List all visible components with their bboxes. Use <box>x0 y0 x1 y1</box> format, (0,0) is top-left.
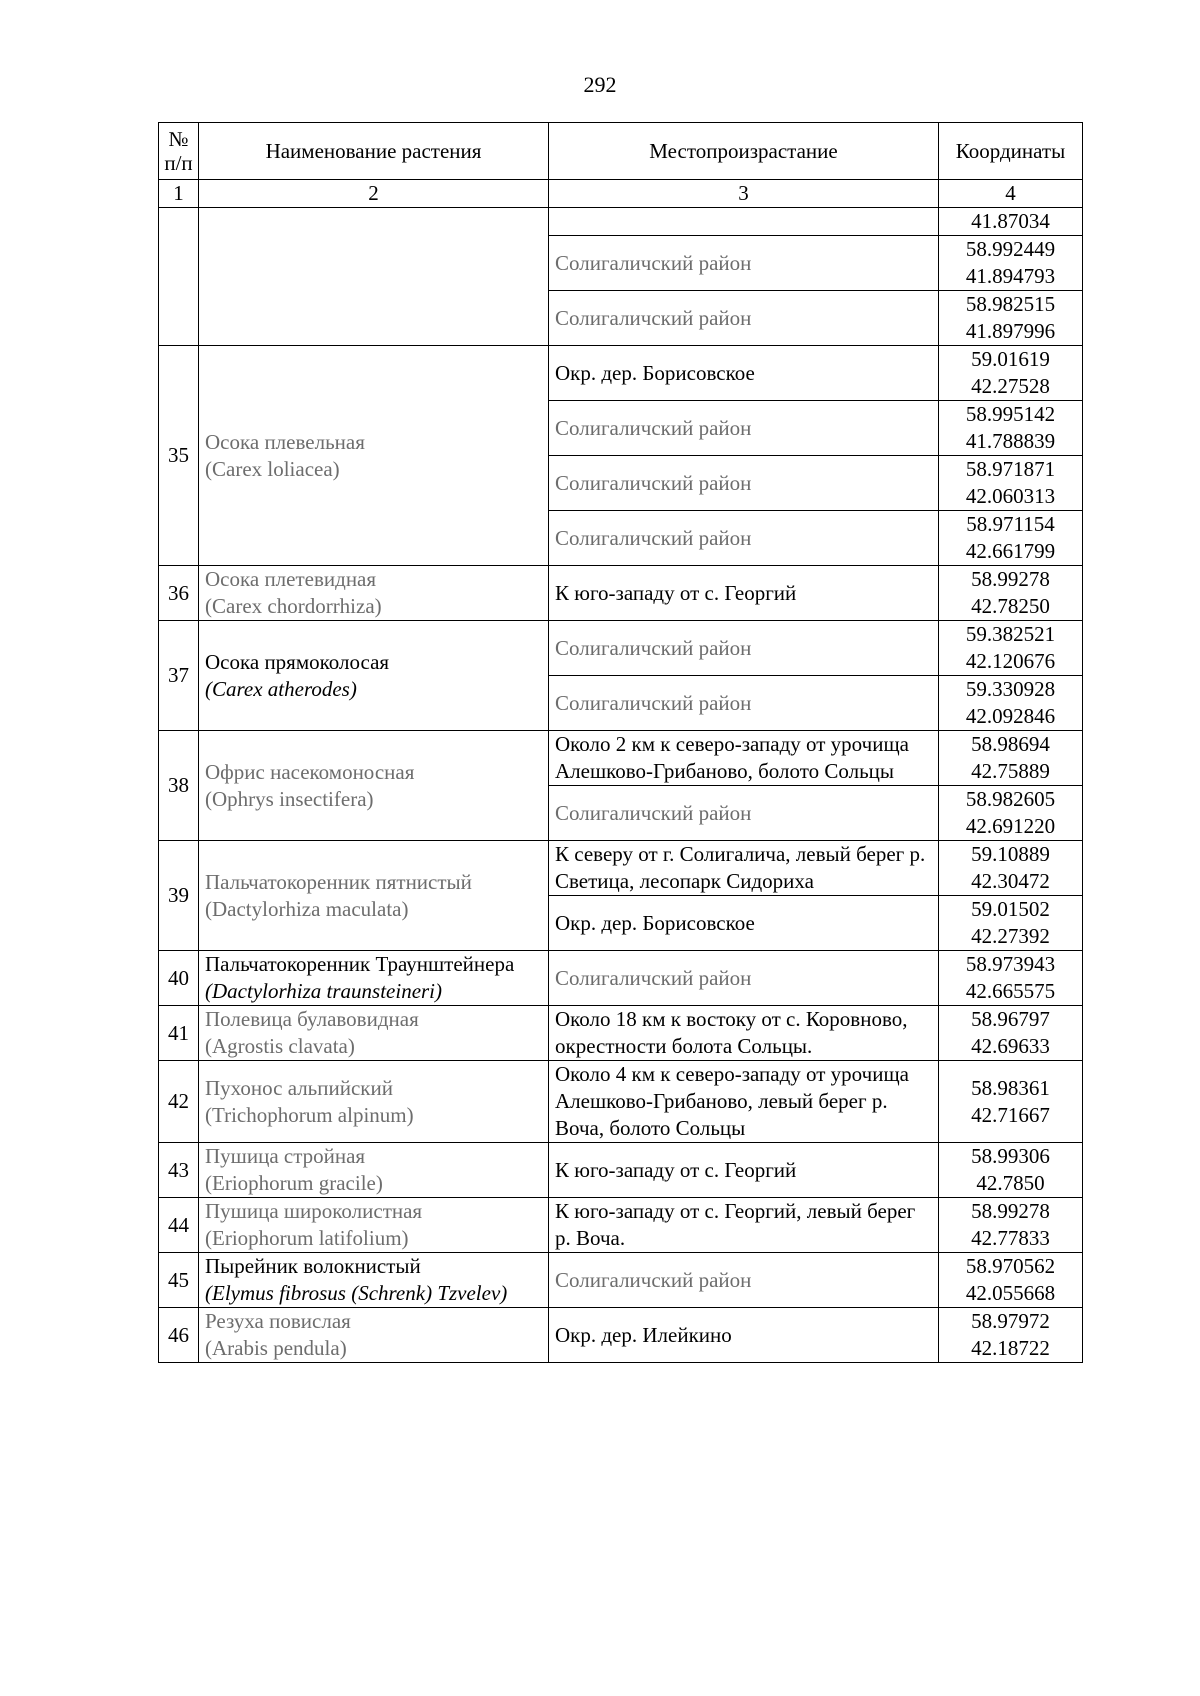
plant-name-ru: Пальчатокоренник Траунштейнера <box>205 952 515 976</box>
entry-number-cell: 46 <box>159 1308 199 1363</box>
location-cell: К юго-западу от с. Георгий <box>549 566 939 621</box>
plant-name-latin: (Carex loliacea) <box>205 456 340 481</box>
plant-name-cell <box>199 1061 549 1143</box>
plant-name-cell <box>199 1308 549 1363</box>
column-index: 1 <box>159 180 199 208</box>
coordinate-value: 59.330928 <box>965 677 1056 701</box>
location-cell: Солигаличский район <box>549 511 939 566</box>
column-index: 3 <box>549 180 939 208</box>
coordinate-value: 58.982515 <box>965 292 1056 316</box>
coordinate-value: 58.97972 <box>971 1309 1050 1333</box>
coordinate-value: 59.01619 <box>971 347 1050 371</box>
coordinate-value: 58.98694 <box>971 732 1050 756</box>
header-name: Наименование растения <box>199 123 549 180</box>
location-cell: Около 4 км к северо-западу от урочища Алешково-Грибаново, левый берег р. Вочa, болото Сольцы <box>549 1061 939 1143</box>
plant-name-latin: (Elymus fibrosus (Schrenk) Tzvelev) <box>205 1281 508 1305</box>
plant-name-cell <box>199 1006 549 1061</box>
coordinate-value: 59.382521 <box>965 622 1056 646</box>
coords-cell <box>939 1198 1083 1253</box>
coords-cell <box>939 676 1083 731</box>
table-row <box>159 1308 1083 1363</box>
plant-name-ru: Резуха повислая <box>205 1309 351 1333</box>
header-location: Местопроизрастание <box>549 123 939 180</box>
entry-number-cell: 44 <box>159 1198 199 1253</box>
table-row <box>159 1061 1083 1143</box>
coordinate-value: 59.10889 <box>971 842 1050 866</box>
coords-cell <box>939 1006 1083 1061</box>
entry-number-cell <box>159 208 199 346</box>
plant-name-ru: Пушица стройная <box>205 1144 366 1168</box>
coordinate-value: 42.055668 <box>965 1281 1056 1305</box>
entry-number-cell: 42 <box>159 1061 199 1143</box>
coords-cell <box>939 731 1083 786</box>
coords-cell <box>939 1143 1083 1198</box>
plant-name-cell <box>199 1143 549 1198</box>
coords-cell <box>939 401 1083 456</box>
coordinate-value: 42.092846 <box>965 704 1056 728</box>
plant-name-ru: Осока плетевидная <box>205 567 377 591</box>
coordinate-value: 58.971871 <box>965 457 1056 481</box>
plant-name-cell <box>199 841 549 951</box>
coords-cell <box>939 841 1083 896</box>
table-row <box>159 951 1083 1006</box>
coords-cell <box>939 896 1083 951</box>
plant-name-latin: (Dactylorhiza maculata) <box>205 896 409 921</box>
coordinate-value: 58.99278 <box>971 567 1050 591</box>
plant-name-ru: Полевица булавовидная <box>205 1007 419 1031</box>
location-cell: Около 2 км к северо-западу от урочища Алешково-Грибаново, болото Сольцы <box>549 731 939 786</box>
coords-cell <box>939 951 1083 1006</box>
page-number: 292 <box>583 72 617 97</box>
location-cell: Солигаличский район <box>549 676 939 731</box>
table-row <box>159 208 1083 236</box>
location-cell: К северу от г. Солигалича, левый берег р. Светица, лесопарк Сидориха <box>549 841 939 896</box>
coordinate-value: 41.788839 <box>965 429 1056 453</box>
coordinate-value: 58.970562 <box>965 1254 1056 1278</box>
plant-name-latin: (Arabis pendula) <box>205 1336 347 1360</box>
plant-name-ru: Офрис насекомоносная <box>205 759 415 784</box>
entry-number-cell: 36 <box>159 566 199 621</box>
location-cell: Солигаличский район <box>549 951 939 1006</box>
table-row <box>159 566 1083 621</box>
coords-cell <box>939 1061 1083 1143</box>
coordinate-value: 42.75889 <box>971 759 1050 783</box>
plant-name-cell <box>199 621 549 731</box>
coordinate-value: 58.971154 <box>966 512 1055 536</box>
plant-name-ru: Пушица широколистная <box>205 1199 423 1223</box>
column-index-row <box>159 180 1083 208</box>
plant-name-latin: (Ophrys insectifera) <box>205 786 374 811</box>
plant-name-ru: Осока прямоколосая <box>205 649 390 674</box>
plant-name-latin: (Carex atherodes) <box>205 676 357 701</box>
coordinate-value: 58.992449 <box>965 237 1056 261</box>
coordinate-value: 58.973943 <box>965 952 1056 976</box>
coords-cell <box>939 621 1083 676</box>
coords-cell <box>939 208 1083 236</box>
plant-name-ru: Пальчатокоренник пятнистый <box>205 869 472 894</box>
location-cell: Солигаличский район <box>549 621 939 676</box>
coords-cell <box>939 566 1083 621</box>
coords-cell <box>939 786 1083 841</box>
coordinate-value: 58.99306 <box>971 1144 1050 1168</box>
entry-number-cell: 41 <box>159 1006 199 1061</box>
plant-name-ru: Пухонос альпийский <box>205 1075 393 1100</box>
entry-number-cell: 38 <box>159 731 199 841</box>
coordinate-value: 42.27392 <box>971 924 1050 948</box>
coordinate-value: 58.98361 <box>971 1075 1050 1100</box>
coords-cell <box>939 456 1083 511</box>
table-row <box>159 1198 1083 1253</box>
location-cell: Солигаличский район <box>549 291 939 346</box>
location-cell <box>549 208 939 236</box>
location-cell: Солигаличский район <box>549 1253 939 1308</box>
plant-name-cell <box>199 566 549 621</box>
coordinate-value: 41.897996 <box>965 319 1056 343</box>
plant-name-ru: Осока плевельная <box>205 429 365 454</box>
plants-table <box>158 122 1083 1363</box>
coordinate-value: 42.665575 <box>965 979 1056 1003</box>
coords-cell <box>939 511 1083 566</box>
coordinate-value: 42.691220 <box>965 814 1056 838</box>
column-index: 4 <box>939 180 1083 208</box>
plant-name-cell <box>199 346 549 566</box>
plant-name-cell <box>199 731 549 841</box>
plant-name-latin: (Eriophorum latifolium) <box>205 1226 409 1250</box>
entry-number-cell: 39 <box>159 841 199 951</box>
location-cell: Окр. дер. Борисовское <box>549 346 939 401</box>
coordinate-value: 41.894793 <box>965 264 1056 288</box>
location-cell: Около 18 км к востоку от с. Коровново, окрестности болота Сольцы. <box>549 1006 939 1061</box>
location-cell: Солигаличский район <box>549 401 939 456</box>
entry-number-cell: 43 <box>159 1143 199 1198</box>
coordinate-value: 42.661799 <box>965 539 1056 563</box>
coordinate-value: 58.96797 <box>971 1007 1050 1031</box>
plant-name-latin: (Carex chordorrhiza) <box>205 594 382 618</box>
header-num: № п/п <box>159 123 199 180</box>
coords-cell <box>939 1253 1083 1308</box>
entry-number-cell: 37 <box>159 621 199 731</box>
entry-number-cell: 40 <box>159 951 199 1006</box>
location-cell: Окр. дер. Борисовское <box>549 896 939 951</box>
table-row <box>159 621 1083 676</box>
plant-name-cell <box>199 208 549 346</box>
plant-name-latin: (Eriophorum gracile) <box>205 1171 383 1195</box>
coordinate-value: 42.7850 <box>976 1171 1045 1195</box>
coords-cell <box>939 346 1083 401</box>
entry-number-cell: 35 <box>159 346 199 566</box>
table-row <box>159 731 1083 786</box>
coordinate-value: 42.060313 <box>965 484 1056 508</box>
coordinate-value: 59.01502 <box>971 897 1050 921</box>
plant-name-cell <box>199 1253 549 1308</box>
coordinate-value: 58.982605 <box>965 787 1056 811</box>
table-row <box>159 841 1083 896</box>
location-cell: Солигаличский район <box>549 786 939 841</box>
location-cell: Окр. дер. Илейкино <box>549 1308 939 1363</box>
coords-cell <box>939 236 1083 291</box>
plant-name-latin: (Agrostis clavata) <box>205 1034 355 1058</box>
coords-cell <box>939 291 1083 346</box>
location-cell: К юго-западу от с. Георгий <box>549 1143 939 1198</box>
location-cell: К юго-западу от с. Георгий, левый берег р. Воча. <box>549 1198 939 1253</box>
coordinate-value: 42.71667 <box>971 1102 1050 1127</box>
table-row <box>159 1006 1083 1061</box>
coordinate-value: 42.18722 <box>971 1336 1050 1360</box>
table-row <box>159 346 1083 401</box>
coordinate-value: 42.27528 <box>971 374 1050 398</box>
coordinate-value: 42.120676 <box>965 649 1056 673</box>
plant-name-cell <box>199 951 549 1006</box>
location-cell: Солигаличский район <box>549 236 939 291</box>
location-cell: Солигаличский район <box>549 456 939 511</box>
coords-cell <box>939 1308 1083 1363</box>
header-coords: Координаты <box>939 123 1083 180</box>
plant-name-latin: (Trichophorum alpinum) <box>205 1102 414 1127</box>
table-row <box>159 1143 1083 1198</box>
header-row <box>159 123 1083 180</box>
plant-name-latin: (Dactylorhiza traunsteineri) <box>205 979 443 1003</box>
coordinate-value: 58.99278 <box>971 1199 1050 1223</box>
coordinate-value: 42.30472 <box>971 869 1050 893</box>
table-row <box>159 1253 1083 1308</box>
entry-number-cell: 45 <box>159 1253 199 1308</box>
coordinate-value: 41.87034 <box>971 209 1050 233</box>
column-index: 2 <box>199 180 549 208</box>
plant-name-cell <box>199 1198 549 1253</box>
plant-name-ru: Пырейник волокнистый <box>205 1254 421 1278</box>
coordinate-value: 42.69633 <box>971 1034 1050 1058</box>
coordinate-value: 42.77833 <box>971 1226 1050 1250</box>
coordinate-value: 58.995142 <box>965 402 1056 426</box>
coordinate-value: 42.78250 <box>971 594 1050 618</box>
